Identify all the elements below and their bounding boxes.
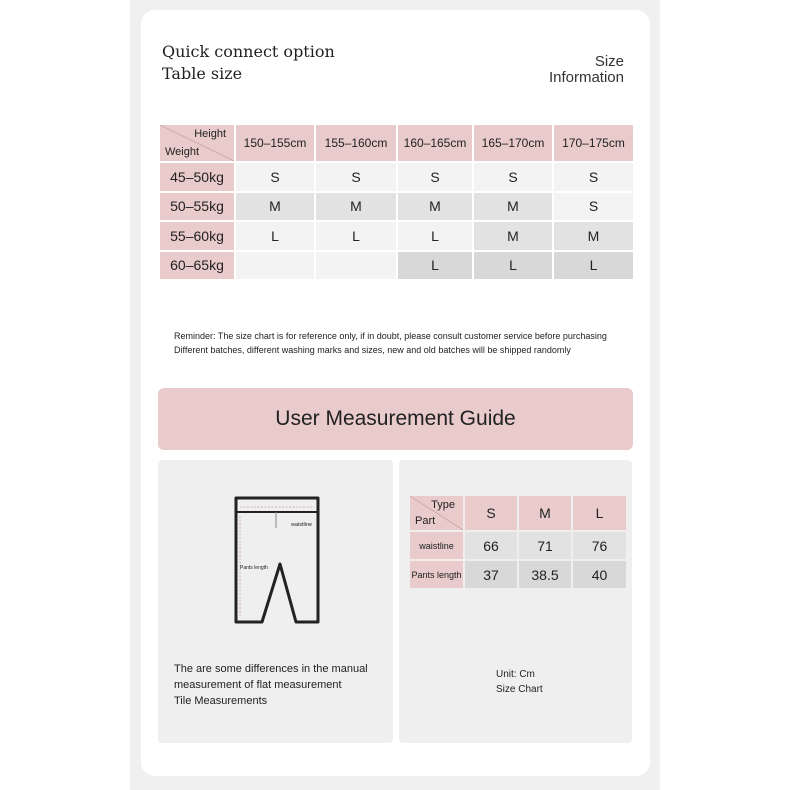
measure-cell: 66: [465, 532, 517, 559]
size-cell: L: [398, 252, 472, 280]
pants-outline: [236, 498, 318, 622]
size-cell: M: [236, 193, 314, 221]
size-cell: M: [474, 222, 552, 250]
size-cell: L: [316, 222, 396, 250]
header-right-line-1: Size: [594, 53, 624, 70]
corner-label-part: Part: [415, 515, 436, 527]
reminder-line-2: Different batches, different washing marks and sizes, new and old batches will be shipped randomly: [174, 345, 571, 355]
measure-cell: 76: [573, 532, 626, 559]
row-label: 50–55kg: [160, 193, 234, 221]
measure-cell: 71: [519, 532, 571, 559]
measurement-guide-banner: User Measurement Guide: [158, 388, 633, 450]
corner-label-height: Height: [194, 128, 226, 140]
size-table-corner: [160, 125, 234, 161]
row-label: waistline: [410, 532, 463, 559]
measure-cell: 38.5: [519, 561, 571, 588]
corner-label-type: Type: [431, 499, 455, 511]
measure-table-header-row: [410, 496, 626, 530]
table-row: [160, 193, 633, 221]
size-cell: S: [236, 163, 314, 191]
size-cell: L: [554, 252, 633, 280]
size-cell: [236, 252, 314, 280]
note-line-3: Tile Measurements: [174, 695, 268, 707]
header-title: [162, 41, 335, 85]
header-right-line-2: Information: [548, 69, 624, 86]
size-cell: L: [474, 252, 552, 280]
column-header: 155–160cm: [316, 125, 396, 161]
size-cell: M: [554, 222, 633, 250]
pants-length-label: Pants length: [240, 565, 268, 571]
size-cell: S: [554, 163, 633, 191]
column-header: M: [519, 496, 571, 530]
size-table: [158, 123, 635, 281]
measure-table-corner: [410, 496, 463, 530]
unit-note: [496, 667, 543, 697]
size-cell: M: [474, 193, 552, 221]
size-cell: [316, 252, 396, 280]
row-label: 45–50kg: [160, 163, 234, 191]
header-size-information: [549, 54, 624, 86]
unit-line-1: Unit: Cm: [496, 669, 535, 680]
row-label: Pants length: [410, 561, 463, 588]
column-header: 165–170cm: [474, 125, 552, 161]
size-table-header-row: [160, 125, 633, 161]
size-cell: S: [398, 163, 472, 191]
row-label: 60–65kg: [160, 252, 234, 280]
header-line-1: Quick connect option: [162, 42, 335, 61]
table-row: [160, 252, 633, 280]
size-cell: M: [316, 193, 396, 221]
table-row: [410, 561, 626, 588]
measure-cell: 37: [465, 561, 517, 588]
pants-diagram: [218, 494, 324, 626]
measurement-table: [408, 494, 628, 590]
column-header: 150–155cm: [236, 125, 314, 161]
size-cell: S: [474, 163, 552, 191]
column-header: 160–165cm: [398, 125, 472, 161]
size-cell: S: [316, 163, 396, 191]
waistline-label: waistline: [291, 522, 313, 528]
reminder-line-1: Reminder: The size chart is for reference only, if in doubt, please consult customer service before purchasing: [174, 331, 607, 341]
corner-label-weight: Weight: [165, 146, 200, 158]
row-label: 55–60kg: [160, 222, 234, 250]
size-cell: L: [398, 222, 472, 250]
note-line-2: measurement of flat measurement: [174, 679, 342, 691]
table-row: [410, 532, 626, 559]
header-line-2: Table size: [162, 64, 243, 83]
table-row: [160, 163, 633, 191]
table-row: [160, 222, 633, 250]
measurement-note: [174, 661, 368, 709]
unit-line-2: Size Chart: [496, 684, 543, 695]
size-cell: L: [236, 222, 314, 250]
column-header: S: [465, 496, 517, 530]
size-cell: S: [554, 193, 633, 221]
measure-cell: 40: [573, 561, 626, 588]
column-header: L: [573, 496, 626, 530]
size-cell: M: [398, 193, 472, 221]
column-header: 170–175cm: [554, 125, 633, 161]
note-line-1: The are some differences in the manual: [174, 663, 368, 675]
reminder-note: [174, 329, 607, 357]
